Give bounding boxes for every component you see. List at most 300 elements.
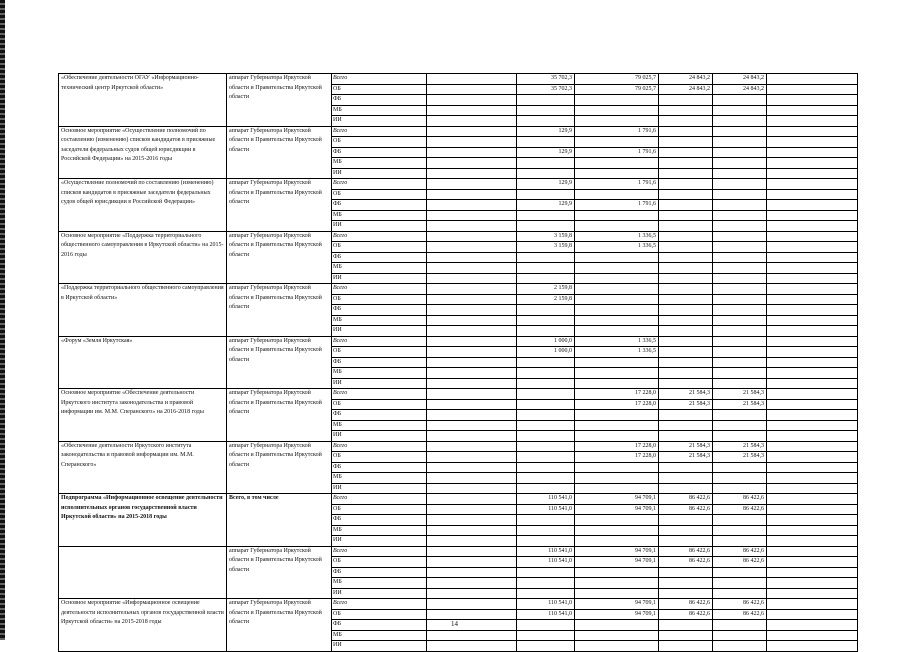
- value-cell: 129,9: [517, 200, 575, 211]
- value-cell: [713, 588, 767, 599]
- empty-cell: [427, 399, 517, 410]
- empty-cell: [427, 357, 517, 368]
- value-cell: [713, 378, 767, 389]
- funding-source: ИИ: [332, 273, 427, 284]
- empty-cell: [767, 242, 858, 253]
- table-row: [59, 336, 858, 347]
- value-cell: [517, 137, 575, 148]
- value-cell: [575, 105, 659, 116]
- value-cell: [659, 630, 713, 641]
- value-cell: [575, 420, 659, 431]
- measure-name: Подпрограмма «Информационное освещение деятельности исполнительных органов государственной власти Иркутской области» на 2015-2018 годы: [59, 494, 227, 547]
- value-cell: [659, 284, 713, 295]
- value-cell: 86 422,6: [713, 609, 767, 620]
- value-cell: 94 709,1: [575, 599, 659, 610]
- value-cell: [575, 116, 659, 127]
- value-cell: [659, 536, 713, 547]
- value-cell: [713, 483, 767, 494]
- value-cell: [575, 578, 659, 589]
- empty-cell: [427, 473, 517, 484]
- empty-cell: [427, 326, 517, 337]
- empty-cell: [767, 473, 858, 484]
- empty-cell: [427, 95, 517, 106]
- value-cell: [659, 305, 713, 316]
- empty-cell: [767, 599, 858, 610]
- empty-cell: [767, 399, 858, 410]
- value-cell: [713, 641, 767, 652]
- value-cell: [659, 231, 713, 242]
- funding-source: ИИ: [332, 326, 427, 337]
- executor: аппарат Губернатора Иркутской области и Правительства Иркутской области: [227, 336, 332, 389]
- value-cell: [659, 168, 713, 179]
- empty-cell: [767, 504, 858, 515]
- value-cell: 21 584,3: [713, 441, 767, 452]
- funding-source: ОБ: [332, 137, 427, 148]
- value-cell: [659, 158, 713, 169]
- value-cell: [659, 378, 713, 389]
- value-cell: [575, 620, 659, 631]
- empty-cell: [767, 147, 858, 158]
- empty-cell: [427, 389, 517, 400]
- funding-source: ФБ: [332, 410, 427, 421]
- value-cell: 1 336,5: [575, 347, 659, 358]
- value-cell: [713, 525, 767, 536]
- funding-source: ФБ: [332, 147, 427, 158]
- table-row: [59, 179, 858, 190]
- funding-source: Всего: [332, 179, 427, 190]
- value-cell: [713, 221, 767, 232]
- value-cell: [575, 567, 659, 578]
- value-cell: [713, 116, 767, 127]
- funding-source: Всего: [332, 494, 427, 505]
- value-cell: [713, 294, 767, 305]
- funding-source: МБ: [332, 630, 427, 641]
- empty-cell: [427, 200, 517, 211]
- value-cell: [575, 210, 659, 221]
- value-cell: [659, 126, 713, 137]
- value-cell: [517, 483, 575, 494]
- value-cell: 24 843,2: [659, 74, 713, 85]
- measure-name: Основное мероприятие «Информационное освещение деятельности исполнительных органов государственной власти Иркутской области» на 2015-2018 годы: [59, 599, 227, 652]
- value-cell: [659, 588, 713, 599]
- value-cell: [517, 620, 575, 631]
- value-cell: [659, 431, 713, 442]
- empty-cell: [427, 378, 517, 389]
- value-cell: 24 843,2: [713, 74, 767, 85]
- value-cell: [659, 462, 713, 473]
- value-cell: [517, 326, 575, 337]
- value-cell: [713, 431, 767, 442]
- empty-cell: [427, 284, 517, 295]
- value-cell: [659, 410, 713, 421]
- funding-source: МБ: [332, 210, 427, 221]
- empty-cell: [427, 84, 517, 95]
- empty-cell: [767, 378, 858, 389]
- page-number: 14: [451, 620, 458, 628]
- value-cell: [659, 273, 713, 284]
- value-cell: 35 702,3: [517, 74, 575, 85]
- value-cell: [713, 242, 767, 253]
- measure-name: Основное мероприятие «Поддержка территориального общественного самоуправления в Иркутской области» на 2015-2016 годы: [59, 231, 227, 284]
- value-cell: 17 228,0: [575, 452, 659, 463]
- value-cell: 86 422,6: [659, 557, 713, 568]
- measure-name: Основное мероприятие «Осуществление полномочий по составлению (изменению) списков кандидатов в присяжные заседатели федеральных судов общей юрисдикции в Российской Федерации» на 2015-2016 годы: [59, 126, 227, 179]
- value-cell: [517, 641, 575, 652]
- budget-table: [58, 73, 858, 652]
- measure-name: [59, 546, 227, 599]
- empty-cell: [767, 284, 858, 295]
- executor: аппарат Губернатора Иркутской области и Правительства Иркутской области: [227, 74, 332, 127]
- empty-cell: [767, 609, 858, 620]
- funding-source: ОБ: [332, 347, 427, 358]
- value-cell: 110 541,0: [517, 609, 575, 620]
- empty-cell: [767, 273, 858, 284]
- value-cell: [659, 326, 713, 337]
- value-cell: 1 336,5: [575, 231, 659, 242]
- funding-source: МБ: [332, 578, 427, 589]
- funding-source: ФБ: [332, 462, 427, 473]
- empty-cell: [767, 567, 858, 578]
- empty-cell: [767, 168, 858, 179]
- funding-source: ИИ: [332, 641, 427, 652]
- empty-cell: [427, 578, 517, 589]
- value-cell: 110 541,0: [517, 599, 575, 610]
- value-cell: [517, 420, 575, 431]
- funding-source: ОБ: [332, 294, 427, 305]
- empty-cell: [427, 410, 517, 421]
- value-cell: 17 228,0: [575, 399, 659, 410]
- value-cell: [659, 189, 713, 200]
- value-cell: 94 709,1: [575, 557, 659, 568]
- table-row: [59, 231, 858, 242]
- funding-source: ФБ: [332, 95, 427, 106]
- empty-cell: [767, 641, 858, 652]
- value-cell: [517, 525, 575, 536]
- value-cell: [713, 336, 767, 347]
- value-cell: [659, 315, 713, 326]
- value-cell: 86 422,6: [713, 546, 767, 557]
- value-cell: [575, 284, 659, 295]
- value-cell: [575, 263, 659, 274]
- value-cell: [575, 168, 659, 179]
- funding-source: ОБ: [332, 399, 427, 410]
- empty-cell: [427, 189, 517, 200]
- empty-cell: [767, 200, 858, 211]
- value-cell: [713, 168, 767, 179]
- executor: аппарат Губернатора Иркутской области и Правительства Иркутской области: [227, 546, 332, 599]
- executor: аппарат Губернатора Иркутской области и Правительства Иркутской области: [227, 284, 332, 337]
- value-cell: [575, 536, 659, 547]
- value-cell: [659, 105, 713, 116]
- value-cell: [575, 473, 659, 484]
- value-cell: [713, 536, 767, 547]
- executor: аппарат Губернатора Иркутской области и Правительства Иркутской области: [227, 126, 332, 179]
- value-cell: [659, 179, 713, 190]
- value-cell: [713, 368, 767, 379]
- value-cell: [713, 578, 767, 589]
- funding-source: ФБ: [332, 357, 427, 368]
- value-cell: [713, 210, 767, 221]
- funding-source: МБ: [332, 368, 427, 379]
- value-cell: [517, 410, 575, 421]
- empty-cell: [767, 410, 858, 421]
- empty-cell: [427, 336, 517, 347]
- value-cell: [517, 578, 575, 589]
- empty-cell: [767, 578, 858, 589]
- empty-cell: [427, 515, 517, 526]
- empty-cell: [767, 336, 858, 347]
- empty-cell: [767, 305, 858, 316]
- value-cell: [517, 221, 575, 232]
- funding-source: Всего: [332, 336, 427, 347]
- funding-source: ИИ: [332, 221, 427, 232]
- funding-source: ФБ: [332, 567, 427, 578]
- value-cell: [713, 357, 767, 368]
- empty-cell: [427, 74, 517, 85]
- value-cell: [575, 641, 659, 652]
- value-cell: [713, 620, 767, 631]
- empty-cell: [427, 263, 517, 274]
- value-cell: [713, 410, 767, 421]
- value-cell: [659, 483, 713, 494]
- value-cell: [659, 137, 713, 148]
- funding-source: ФБ: [332, 515, 427, 526]
- value-cell: [713, 158, 767, 169]
- executor: аппарат Губернатора Иркутской области и Правительства Иркутской области: [227, 231, 332, 284]
- value-cell: [517, 189, 575, 200]
- value-cell: 21 584,3: [659, 389, 713, 400]
- table-body: [59, 74, 858, 652]
- value-cell: [713, 326, 767, 337]
- funding-source: ИИ: [332, 116, 427, 127]
- funding-source: ОБ: [332, 189, 427, 200]
- empty-cell: [767, 557, 858, 568]
- value-cell: 86 422,6: [659, 504, 713, 515]
- empty-cell: [767, 536, 858, 547]
- value-cell: 24 843,2: [659, 84, 713, 95]
- value-cell: [575, 515, 659, 526]
- value-cell: [517, 473, 575, 484]
- empty-cell: [427, 273, 517, 284]
- value-cell: [517, 252, 575, 263]
- value-cell: 3 159,8: [517, 231, 575, 242]
- value-cell: [575, 252, 659, 263]
- value-cell: 17 228,0: [575, 441, 659, 452]
- empty-cell: [427, 210, 517, 221]
- table-row: [59, 494, 858, 505]
- funding-source: ИИ: [332, 378, 427, 389]
- empty-cell: [427, 431, 517, 442]
- value-cell: [659, 620, 713, 631]
- measure-name: «Осуществление полномочий по составлению (изменению) списков кандидатов в присяжные заседатели федеральных судов общей юрисдикции в Российской Федерации»: [59, 179, 227, 232]
- value-cell: [575, 378, 659, 389]
- value-cell: 21 584,3: [659, 452, 713, 463]
- empty-cell: [767, 263, 858, 274]
- value-cell: [713, 630, 767, 641]
- value-cell: [517, 105, 575, 116]
- empty-cell: [427, 609, 517, 620]
- value-cell: [713, 95, 767, 106]
- value-cell: [575, 315, 659, 326]
- value-cell: 1 791,6: [575, 200, 659, 211]
- empty-cell: [427, 147, 517, 158]
- executor: аппарат Губернатора Иркутской области и Правительства Иркутской области: [227, 389, 332, 442]
- value-cell: [659, 221, 713, 232]
- value-cell: [517, 389, 575, 400]
- value-cell: 17 228,0: [575, 389, 659, 400]
- measure-name: «Поддержка территориального общественного самоуправления в Иркутской области»: [59, 284, 227, 337]
- value-cell: [659, 252, 713, 263]
- funding-source: МБ: [332, 420, 427, 431]
- funding-source: ФБ: [332, 620, 427, 631]
- table-row: [59, 284, 858, 295]
- table-row: [59, 546, 858, 557]
- value-cell: [659, 210, 713, 221]
- funding-source: Всего: [332, 74, 427, 85]
- empty-cell: [427, 641, 517, 652]
- empty-cell: [767, 137, 858, 148]
- empty-cell: [427, 294, 517, 305]
- value-cell: [659, 147, 713, 158]
- value-cell: [517, 399, 575, 410]
- value-cell: [517, 431, 575, 442]
- value-cell: [659, 578, 713, 589]
- measure-name: «Обеспечение деятельности ОГАУ «Информационно-технический центр Иркутской области»: [59, 74, 227, 127]
- value-cell: [517, 452, 575, 463]
- empty-cell: [767, 630, 858, 641]
- value-cell: 94 709,1: [575, 546, 659, 557]
- empty-cell: [767, 357, 858, 368]
- value-cell: [575, 588, 659, 599]
- value-cell: 21 584,3: [659, 399, 713, 410]
- value-cell: [575, 326, 659, 337]
- funding-source: ФБ: [332, 200, 427, 211]
- funding-source: ОБ: [332, 242, 427, 253]
- empty-cell: [427, 221, 517, 232]
- value-cell: [713, 273, 767, 284]
- executor: аппарат Губернатора Иркутской области и Правительства Иркутской области: [227, 179, 332, 232]
- empty-cell: [427, 168, 517, 179]
- value-cell: [575, 189, 659, 200]
- funding-source: ФБ: [332, 252, 427, 263]
- value-cell: 86 422,6: [713, 557, 767, 568]
- value-cell: 1 791,6: [575, 147, 659, 158]
- empty-cell: [427, 536, 517, 547]
- value-cell: [659, 420, 713, 431]
- empty-cell: [767, 620, 858, 631]
- value-cell: 110 541,0: [517, 504, 575, 515]
- empty-cell: [767, 158, 858, 169]
- empty-cell: [427, 368, 517, 379]
- funding-source: Всего: [332, 546, 427, 557]
- funding-source: МБ: [332, 263, 427, 274]
- empty-cell: [767, 126, 858, 137]
- empty-cell: [427, 462, 517, 473]
- value-cell: [713, 189, 767, 200]
- value-cell: [517, 263, 575, 274]
- empty-cell: [427, 557, 517, 568]
- value-cell: [517, 357, 575, 368]
- value-cell: [517, 116, 575, 127]
- value-cell: [659, 95, 713, 106]
- executor: Всего, в том числе: [227, 494, 332, 547]
- value-cell: [575, 357, 659, 368]
- value-cell: [575, 368, 659, 379]
- empty-cell: [427, 567, 517, 578]
- value-cell: 94 709,1: [575, 609, 659, 620]
- funding-source: МБ: [332, 525, 427, 536]
- empty-cell: [427, 483, 517, 494]
- value-cell: [575, 137, 659, 148]
- table-row: [59, 441, 858, 452]
- table-row: [59, 389, 858, 400]
- value-cell: [659, 641, 713, 652]
- empty-cell: [767, 588, 858, 599]
- funding-source: ИИ: [332, 168, 427, 179]
- value-cell: [575, 95, 659, 106]
- empty-cell: [767, 252, 858, 263]
- value-cell: [517, 441, 575, 452]
- value-cell: [659, 357, 713, 368]
- value-cell: 2 159,8: [517, 294, 575, 305]
- executor: аппарат Губернатора Иркутской области и Правительства Иркутской области: [227, 441, 332, 494]
- funding-source: ИИ: [332, 588, 427, 599]
- value-cell: [659, 116, 713, 127]
- empty-cell: [767, 441, 858, 452]
- value-cell: 1 336,5: [575, 336, 659, 347]
- funding-source: ФБ: [332, 305, 427, 316]
- measure-name: Основное мероприятие «Обеспечение деятельности Иркутского института законодательства и правовой информации им. М.М. Сперанского» на 2016-2018 годы: [59, 389, 227, 442]
- value-cell: [713, 200, 767, 211]
- empty-cell: [427, 599, 517, 610]
- value-cell: 1 791,6: [575, 126, 659, 137]
- value-cell: [659, 242, 713, 253]
- funding-source: ОБ: [332, 452, 427, 463]
- measure-name: «Форум «Земля Иркутская»: [59, 336, 227, 389]
- empty-cell: [427, 347, 517, 358]
- empty-cell: [427, 420, 517, 431]
- funding-source: Всего: [332, 441, 427, 452]
- empty-cell: [427, 452, 517, 463]
- empty-cell: [767, 494, 858, 505]
- value-cell: 86 422,6: [659, 546, 713, 557]
- empty-cell: [767, 462, 858, 473]
- value-cell: [517, 158, 575, 169]
- value-cell: [517, 515, 575, 526]
- value-cell: [575, 483, 659, 494]
- value-cell: 86 422,6: [713, 599, 767, 610]
- value-cell: [575, 294, 659, 305]
- value-cell: [517, 210, 575, 221]
- value-cell: [575, 525, 659, 536]
- empty-cell: [427, 305, 517, 316]
- empty-cell: [767, 189, 858, 200]
- value-cell: [713, 231, 767, 242]
- value-cell: 79 025,7: [575, 84, 659, 95]
- value-cell: 86 422,6: [659, 609, 713, 620]
- scan-edge: [0, 0, 5, 640]
- funding-source: МБ: [332, 105, 427, 116]
- empty-cell: [767, 483, 858, 494]
- value-cell: [659, 515, 713, 526]
- funding-source: МБ: [332, 158, 427, 169]
- value-cell: 86 422,6: [713, 504, 767, 515]
- value-cell: 86 422,6: [659, 494, 713, 505]
- table-row: [59, 74, 858, 85]
- empty-cell: [427, 504, 517, 515]
- value-cell: 21 584,3: [659, 441, 713, 452]
- value-cell: [575, 630, 659, 641]
